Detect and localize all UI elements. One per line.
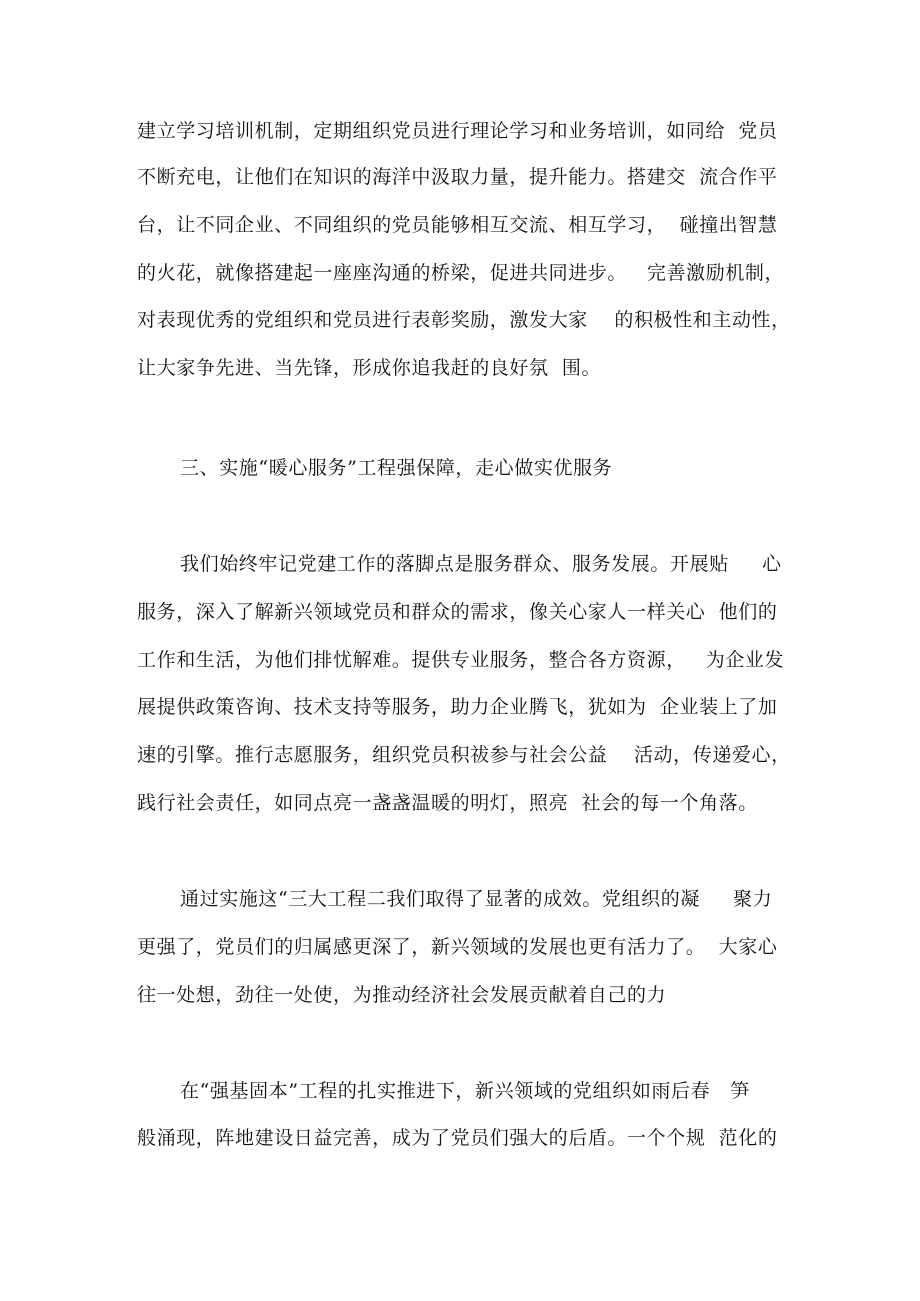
paragraph-2-line-5: 速的引擎。推行志愿服务，组织党员积祓参与社会公益 活动，传递爱心， (137, 744, 791, 766)
paragraph-2-line-2: 服务，深入了解新兴领域党员和群众的需求，像关心家人一样关心 他们的 (137, 601, 778, 623)
paragraph-2-line-3: 工作和生活，为他们排忧解难。提供专业服务，整合各方资源， 为企业发 (137, 649, 785, 671)
paragraph-2-line-6: 践行社会责任，如同点亮一盏盏温暖的明灯，照亮 社会的每一个角落。 (137, 792, 758, 814)
paragraph-1-line-2: 不断充电，让他们在知识的海洋中汲取力量，提升能力。搭建交 流合作平 (137, 166, 778, 188)
paragraph-4-line-1: 在“强基固本”工程的扎实推进下，新兴领域的党组织如雨后春 笋 (180, 1080, 750, 1102)
paragraph-2-line-1: 我们始终牢记党建工作的落脚点是服务群众、服务发展。开展贴 心 (180, 553, 782, 575)
section-heading: 三、实施“暖心服务”工程强保障，走心做实优服务 (180, 457, 613, 479)
paragraph-1-line-1: 建立学习培训机制，定期组织党员进行理论学习和业务培训，如同给 党员 (137, 120, 778, 142)
paragraph-1-line-5: 对表现优秀的党组织和党员进行表彰奖励，激发大家 的积极性和主动性， (137, 309, 791, 331)
paragraph-1-line-6: 让大家争先进、当先锋，形成你追我赶的良好氛 围。 (137, 357, 602, 379)
paragraph-1-line-4: 的火花，就像搭建起一座座沟通的桥梁，促进共同进步。 完善激励机制， (137, 262, 785, 284)
paragraph-4-line-2: 般涌现，阵地建设日益完善，成为了党员们强大的后盾。一个个规 范化的 (137, 1127, 778, 1149)
paragraph-2-line-4: 展提供政策咨询、技术支持等服务，助力企业腾飞，犹如为 企业装上了加 (137, 696, 778, 718)
paragraph-3-line-1: 通过实施这“三大工程二我们取得了显著的成效。党组织的凝 聚力 (180, 888, 773, 910)
paragraph-1-line-3: 台，让不同企业、不同组织的党员能够相互交流、相互学习， 碰撞出智慧 (137, 214, 778, 236)
paragraph-3-line-2: 更强了，党员们的归属感更深了，新兴领域的发展也更有活力了。 大家心 (137, 936, 778, 958)
paragraph-3-line-3: 往一处想，劲往一处使，为推动经济社会发展贡献着自己的力 (137, 984, 667, 1006)
